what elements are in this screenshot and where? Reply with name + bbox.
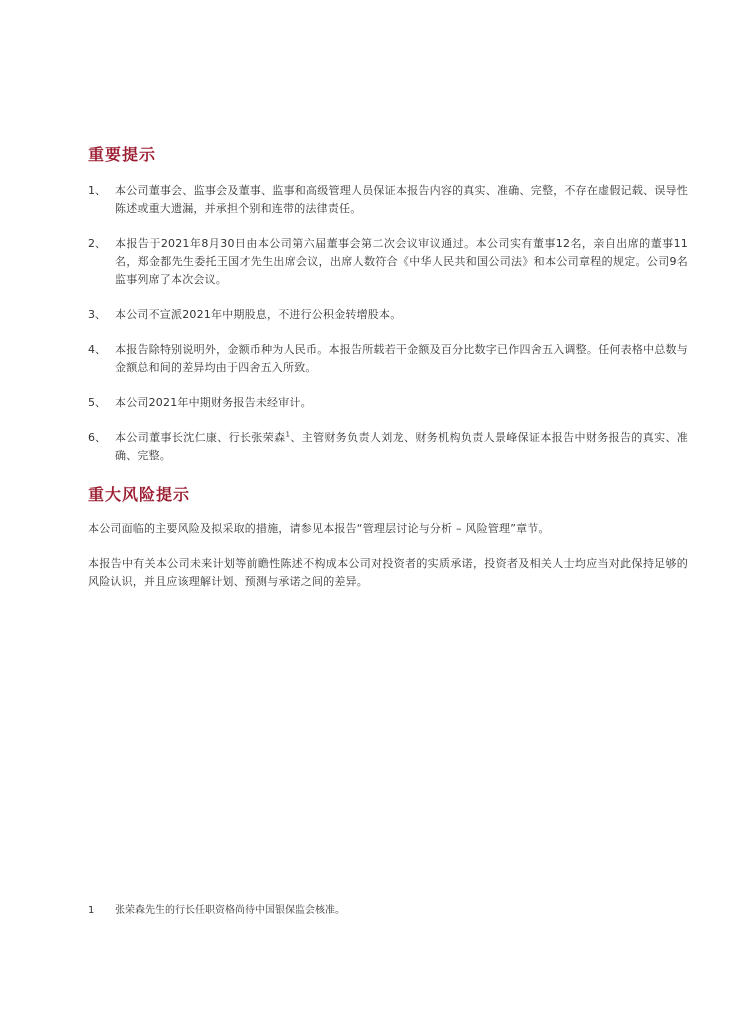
footnote-reference: 1 xyxy=(285,430,291,439)
notice-item-text: 本报告于2021年8月30日由本公司第六届董事会第二次会议审议通过。本公司实有董事12名，亲自出席的董事11名，郑金都先生委托王国才先生出席会议，出席人数符合《中华人民共和国公司法》和本公司章程的规定。公司9名监事列席了本次会议。 xyxy=(115,237,688,286)
notice-item-4 xyxy=(88,341,688,377)
notice-item-text-part: 、主管财务负责人刘龙、财务机构负责人景峰保证本报告中财务报告的真实、准确、完整。 xyxy=(115,431,689,462)
footnote xyxy=(88,903,688,919)
notice-item-text: 本公司不宣派2021年中期股息，不进行公积金转增股本。 xyxy=(115,308,402,321)
notice-item-text: 本公司2021年中期财务报告未经审计。 xyxy=(115,396,312,409)
notice-item-3 xyxy=(88,306,688,324)
notice-item-text-part: 本公司董事长沈仁康、行长张荣森 xyxy=(115,431,286,444)
risk-paragraph-2: 本报告中有关本公司未来计划等前瞻性陈述不构成本公司对投资者的实质承诺，投资者及相关人士均应当对此保持足够的风险认识，并且应该理解计划、预测与承诺之间的差异。 xyxy=(88,557,688,588)
notice-item-number: 5、 xyxy=(88,396,106,409)
risk-paragraph-1: 本公司面临的主要风险及拟采取的措施，请参见本报告“管理层讨论与分析 – 风险管理”章节。 xyxy=(88,522,550,535)
notice-item-1 xyxy=(88,182,688,218)
notice-item-5 xyxy=(88,394,688,412)
notice-item-number: 3、 xyxy=(88,308,106,321)
notice-item-2 xyxy=(88,235,688,289)
notice-item-number: 2、 xyxy=(88,237,106,250)
notice-item-text xyxy=(115,429,688,465)
notice-item-text: 本报告除特别说明外，金额币种为人民币。本报告所载若干金额及百分比数字已作四舍五入调整。任何表格中总数与金额总和间的差异均由于四舍五入所致。 xyxy=(115,343,688,374)
notice-item-6 xyxy=(88,429,688,465)
notice-item-number: 4、 xyxy=(88,343,106,356)
footnote-mark: 1 xyxy=(88,905,95,916)
notice-item-number: 1、 xyxy=(88,184,106,197)
notice-heading: 重要提示 xyxy=(88,145,157,164)
notice-item-number: 6、 xyxy=(88,431,106,444)
risk-heading: 重大风险提示 xyxy=(88,485,191,504)
footnote-text: 张荣森先生的行长任职资格尚待中国银保监会核准。 xyxy=(115,905,345,916)
notice-item-text: 本公司董事会、监事会及董事、监事和高级管理人员保证本报告内容的真实、准确、完整，不存在虚假记载、误导性陈述或重大遗漏，并承担个别和连带的法律责任。 xyxy=(115,184,688,215)
